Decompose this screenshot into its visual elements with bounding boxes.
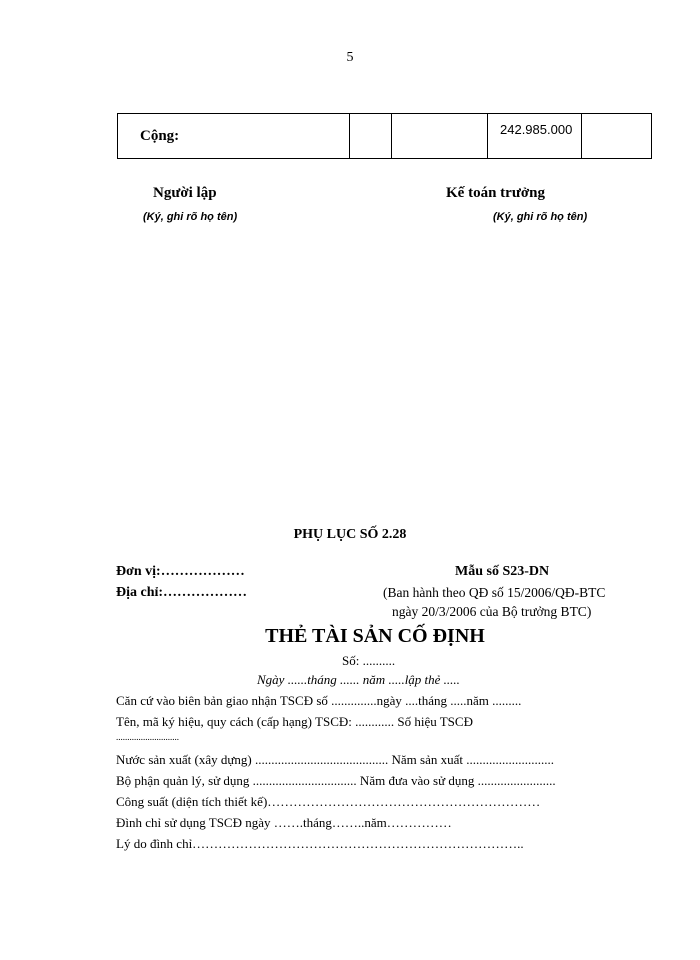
chief-accountant-note: (Ký, ghi rõ họ tên) <box>493 211 588 223</box>
total-label: Cộng: <box>118 114 350 159</box>
page-number: 5 <box>346 50 354 65</box>
empty-cell <box>582 114 652 159</box>
unit-label: Đơn vị:……………… <box>116 564 245 579</box>
form-number: Mẫu số S23-DN <box>455 564 550 579</box>
form-line-country: Nước sản xuất (xây dựng) ......................................... Năm sản xuất ........................... <box>116 752 554 767</box>
card-number: Số: .......... <box>342 653 396 668</box>
form-line-dots: ............................ <box>116 732 179 742</box>
form-line-asset-name: Tên, mã ký hiệu, quy cách (cấp hạng) TSCĐ: ............ Số hiệu TSCĐ <box>116 714 473 729</box>
issued-line-2: ngày 20/3/2006 của Bộ trưởng BTC) <box>392 604 592 619</box>
card-title: THẺ TÀI SẢN CỐ ĐỊNH <box>265 625 485 647</box>
form-line-suspension-reason: Lý do đình chỉ………………………………………………………………….. <box>116 836 524 851</box>
form-line-capacity: Công suất (diện tích thiết kế)……………………………………………………… <box>116 794 541 809</box>
preparer-note: (Ký, ghi rõ họ tên) <box>143 211 238 223</box>
empty-cell <box>392 114 488 159</box>
total-table <box>117 113 652 159</box>
form-line-suspension-date: Đình chỉ sử dụng TSCĐ ngày …….tháng……..năm…………… <box>116 815 452 830</box>
form-line-department: Bộ phận quản lý, sử dụng ................................ Năm đưa vào sử dụng ........................ <box>116 773 556 788</box>
form-line-basis: Căn cứ vào biên bản giao nhận TSCĐ số ..............ngày ....tháng .....năm ......... <box>116 693 522 708</box>
total-value: 242.985.000 <box>488 114 582 159</box>
empty-cell <box>350 114 392 159</box>
appendix-title: PHỤ LỤC SỐ 2.28 <box>293 527 407 542</box>
chief-accountant-title: Kế toán trưởng <box>446 185 545 201</box>
card-date-line: Ngày ......tháng ...... năm .....lập thẻ ..... <box>257 672 460 687</box>
issued-line-1: (Ban hành theo QĐ số 15/2006/QĐ-BTC <box>383 585 606 600</box>
table-row <box>118 114 652 159</box>
address-label: Địa chỉ:……………… <box>116 585 248 600</box>
preparer-title: Người lập <box>153 185 217 201</box>
